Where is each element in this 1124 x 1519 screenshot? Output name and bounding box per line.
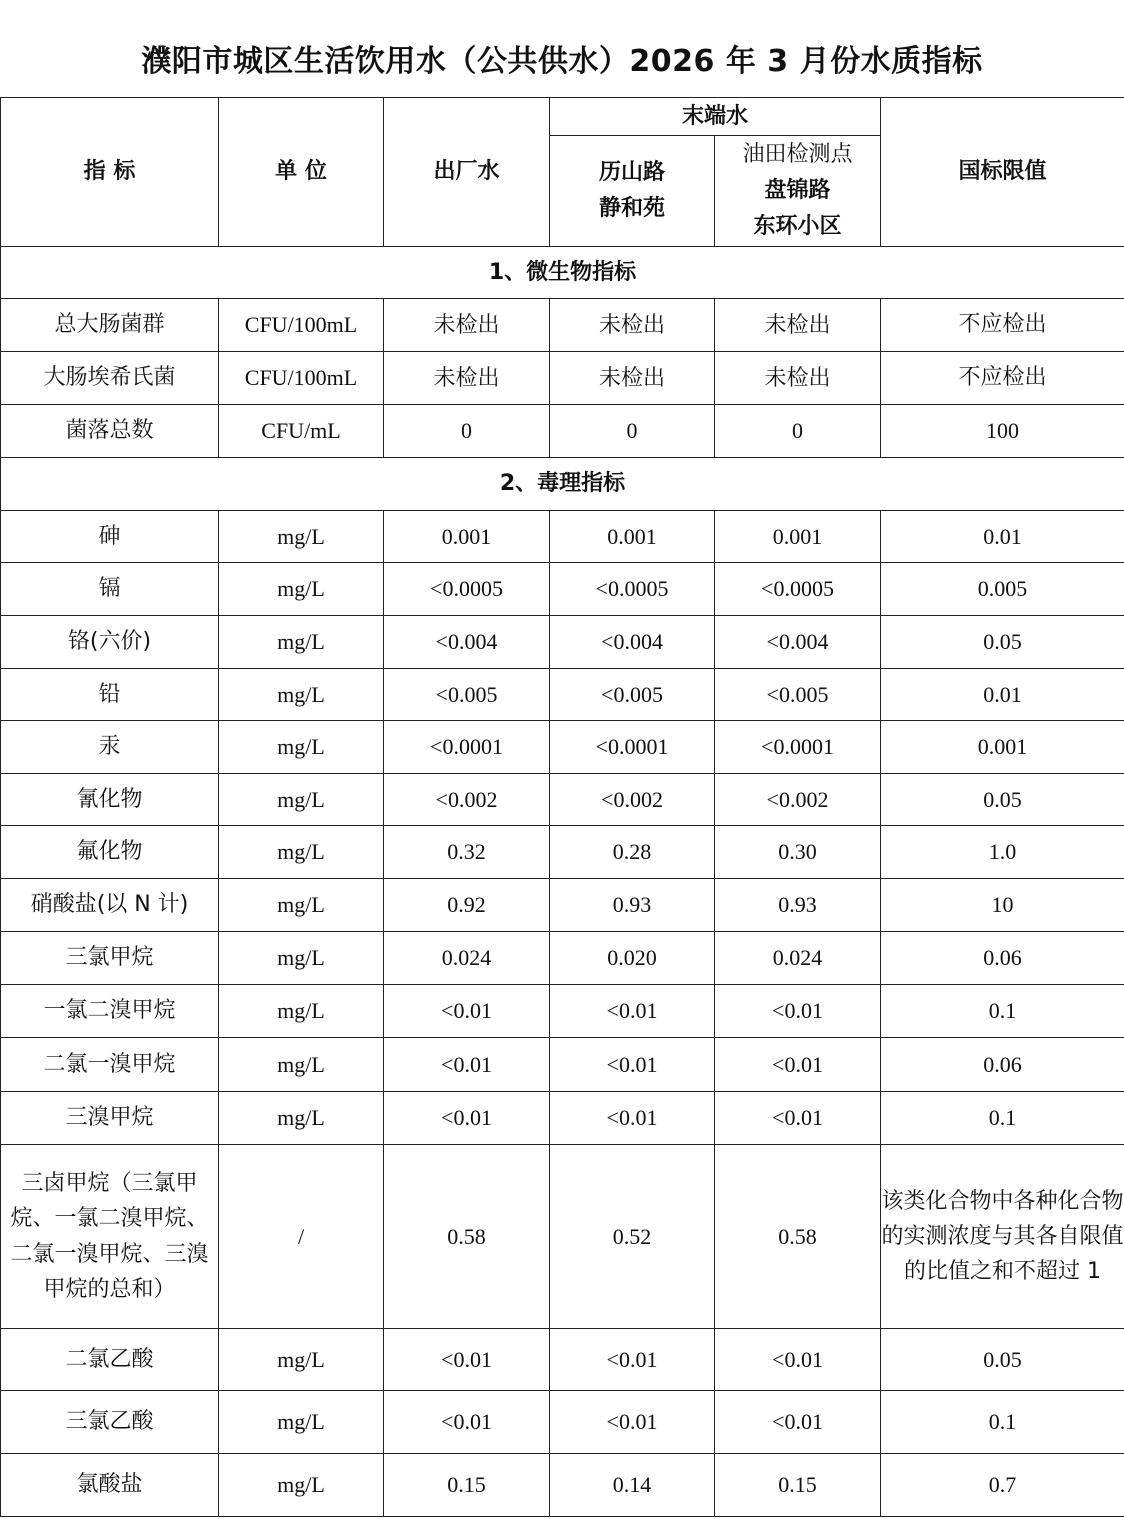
unit: mg/L: [219, 985, 384, 1038]
indicator-name: 二氯一溴甲烷: [1, 1038, 219, 1092]
site1-value: <0.005: [550, 669, 715, 721]
site2-value: <0.0005: [715, 563, 881, 616]
table-row: [1, 405, 1124, 458]
limit-value: 该类化合物中各种化合物的实测浓度与其各自限值的比值之和不超过 1: [881, 1145, 1124, 1329]
unit: mg/L: [219, 1329, 384, 1391]
limit-value: 0.01: [881, 669, 1124, 721]
limit-value: 0.005: [881, 563, 1124, 616]
limit-value: 1.0: [881, 826, 1124, 879]
indicator-name: 三氯甲烷: [1, 932, 219, 985]
table-row: [1, 932, 1124, 985]
site1-value: 0.14: [550, 1454, 715, 1517]
site2-value: <0.0001: [715, 721, 881, 774]
unit: CFU/100mL: [219, 299, 384, 352]
unit: CFU/mL: [219, 405, 384, 458]
unit: mg/L: [219, 932, 384, 985]
unit: mg/L: [219, 1092, 384, 1145]
page-title: 濮阳市城区生活饮用水（公共供水）2026 年 3 月份水质指标: [141, 44, 983, 79]
site1-value: 0.93: [550, 879, 715, 932]
site1-value: 未检出: [550, 352, 715, 405]
table-row: [1, 352, 1124, 405]
indicator-name: 铬(六价): [1, 616, 219, 669]
site1-value: <0.01: [550, 1391, 715, 1454]
site1-value: <0.01: [550, 985, 715, 1038]
plant-value: <0.01: [384, 1092, 550, 1145]
plant-value: 0.32: [384, 826, 550, 879]
site1-value: 未检出: [550, 299, 715, 352]
unit: mg/L: [219, 826, 384, 879]
site2-value: <0.01: [715, 1092, 881, 1145]
plant-value: 0.92: [384, 879, 550, 932]
table-row: [1, 1391, 1124, 1454]
table-row: [1, 1454, 1124, 1517]
indicator-name: 一氯二溴甲烷: [1, 985, 219, 1038]
site1-value: <0.004: [550, 616, 715, 669]
indicator-name: 铅: [1, 669, 219, 721]
indicator-name: 镉: [1, 563, 219, 616]
indicator-name: 氰化物: [1, 774, 219, 826]
table-row: [1, 299, 1124, 352]
site2-value: <0.01: [715, 985, 881, 1038]
plant-value: 0: [384, 405, 550, 458]
header-site-oilfield-line1: 油田检测点: [742, 142, 853, 167]
limit-value: 0.001: [881, 721, 1124, 774]
limit-value: 0.7: [881, 1454, 1124, 1517]
indicator-name: 氟化物: [1, 826, 219, 879]
limit-value: 0.1: [881, 1391, 1124, 1454]
site2-value: <0.002: [715, 774, 881, 826]
indicator-name: 硝酸盐(以 N 计): [1, 879, 219, 932]
plant-value: 未检出: [384, 352, 550, 405]
indicator-name: 二氯乙酸: [1, 1329, 219, 1391]
site1-value: 0.52: [550, 1145, 715, 1329]
site1-value: 0.020: [550, 932, 715, 985]
table-row: [1, 721, 1124, 774]
site2-value: 0.15: [715, 1454, 881, 1517]
site1-value: <0.002: [550, 774, 715, 826]
site2-value: 0.58: [715, 1145, 881, 1329]
limit-value: 10: [881, 879, 1124, 932]
table-row: [1, 774, 1124, 826]
header-unit: 单 位: [219, 98, 384, 247]
limit-value: 0.05: [881, 616, 1124, 669]
header-site-oilfield-line2: 盘锦路: [764, 178, 831, 203]
plant-value: <0.002: [384, 774, 550, 826]
unit: mg/L: [219, 511, 384, 563]
header-site-lishan-line2: 静和苑: [598, 196, 665, 221]
table-row: [1, 1145, 1124, 1329]
plant-value: <0.01: [384, 985, 550, 1038]
plant-value: <0.0005: [384, 563, 550, 616]
header-site-lishan: [550, 136, 715, 247]
table-row: [1, 669, 1124, 721]
unit: CFU/100mL: [219, 352, 384, 405]
site1-value: 0.001: [550, 511, 715, 563]
indicator-name: 三氯乙酸: [1, 1391, 219, 1454]
plant-value: <0.004: [384, 616, 550, 669]
indicator-name: 总大肠菌群: [1, 299, 219, 352]
header-site-lishan-line1: 历山路: [598, 160, 665, 185]
plant-value: <0.0001: [384, 721, 550, 774]
site2-value: 0.024: [715, 932, 881, 985]
indicator-name: 大肠埃希氏菌: [1, 352, 219, 405]
unit: mg/L: [219, 669, 384, 721]
site1-value: <0.0001: [550, 721, 715, 774]
plant-value: <0.01: [384, 1329, 550, 1391]
limit-value: 不应检出: [881, 352, 1124, 405]
site1-value: <0.0005: [550, 563, 715, 616]
unit: mg/L: [219, 1038, 384, 1092]
indicator-name: 氯酸盐: [1, 1454, 219, 1517]
unit: mg/L: [219, 563, 384, 616]
plant-value: <0.01: [384, 1391, 550, 1454]
section-header: 1、微生物指标: [1, 247, 1124, 299]
unit: mg/L: [219, 721, 384, 774]
site1-value: <0.01: [550, 1038, 715, 1092]
header-plant-water: 出厂水: [384, 98, 550, 247]
site2-value: 0.93: [715, 879, 881, 932]
water-quality-table: [0, 97, 1124, 1517]
table-row: [1, 879, 1124, 932]
table-row: [1, 985, 1124, 1038]
unit: mg/L: [219, 1454, 384, 1517]
indicator-name: 三溴甲烷: [1, 1092, 219, 1145]
plant-value: 0.58: [384, 1145, 550, 1329]
indicator-name: 汞: [1, 721, 219, 774]
indicator-name: 砷: [1, 511, 219, 563]
indicator-name: 菌落总数: [1, 405, 219, 458]
table-row: [1, 1329, 1124, 1391]
plant-value: 未检出: [384, 299, 550, 352]
limit-value: 0.01: [881, 511, 1124, 563]
plant-value: <0.01: [384, 1038, 550, 1092]
site2-value: <0.01: [715, 1038, 881, 1092]
unit: mg/L: [219, 616, 384, 669]
site1-value: <0.01: [550, 1329, 715, 1391]
plant-value: 0.15: [384, 1454, 550, 1517]
limit-value: 0.1: [881, 985, 1124, 1038]
limit-value: 0.06: [881, 1038, 1124, 1092]
header-national-limit: 国标限值: [881, 98, 1124, 247]
site2-value: <0.005: [715, 669, 881, 721]
site1-value: 0: [550, 405, 715, 458]
header-indicator: 指 标: [1, 98, 219, 247]
plant-value: 0.001: [384, 511, 550, 563]
site2-value: 未检出: [715, 352, 881, 405]
site1-value: 0.28: [550, 826, 715, 879]
unit: mg/L: [219, 1391, 384, 1454]
site2-value: 未检出: [715, 299, 881, 352]
limit-value: 100: [881, 405, 1124, 458]
unit: /: [219, 1145, 384, 1329]
table-row: [1, 616, 1124, 669]
limit-value: 0.05: [881, 774, 1124, 826]
site2-value: 0.30: [715, 826, 881, 879]
limit-value: 0.1: [881, 1092, 1124, 1145]
header-site-oilfield: [715, 136, 881, 247]
plant-value: 0.024: [384, 932, 550, 985]
site2-value: <0.01: [715, 1391, 881, 1454]
indicator-name: 三卤甲烷（三氯甲烷、一氯二溴甲烷、二氯一溴甲烷、三溴甲烷的总和）: [1, 1145, 219, 1329]
header-site-oilfield-line3: 东环小区: [753, 214, 842, 239]
header-terminal-water: 末端水: [550, 98, 881, 136]
limit-value: 0.06: [881, 932, 1124, 985]
table-row: [1, 563, 1124, 616]
limit-value: 0.05: [881, 1329, 1124, 1391]
site1-value: <0.01: [550, 1092, 715, 1145]
limit-value: 不应检出: [881, 299, 1124, 352]
table-row: [1, 1038, 1124, 1092]
plant-value: <0.005: [384, 669, 550, 721]
unit: mg/L: [219, 879, 384, 932]
table-row: [1, 826, 1124, 879]
unit: mg/L: [219, 774, 384, 826]
site2-value: 0.001: [715, 511, 881, 563]
site2-value: <0.01: [715, 1329, 881, 1391]
table-row: [1, 1092, 1124, 1145]
site2-value: 0: [715, 405, 881, 458]
section-header: 2、毒理指标: [1, 458, 1124, 511]
site2-value: <0.004: [715, 616, 881, 669]
table-row: [1, 511, 1124, 563]
